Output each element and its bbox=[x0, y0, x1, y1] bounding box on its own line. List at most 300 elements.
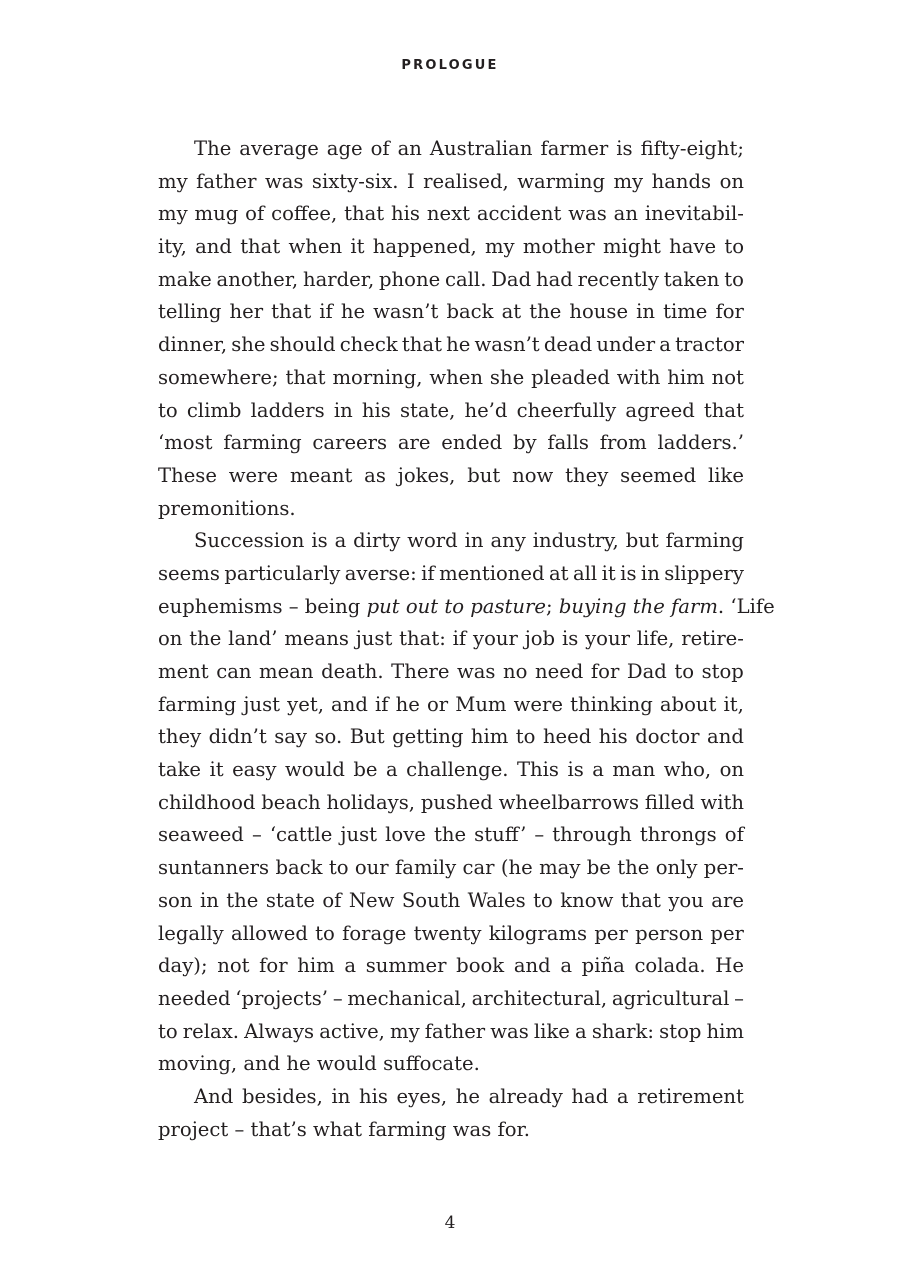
word: but bbox=[625, 529, 659, 553]
word: he bbox=[340, 300, 366, 324]
word: age bbox=[326, 137, 363, 160]
word: was bbox=[568, 202, 607, 226]
word: beach bbox=[261, 790, 321, 814]
word: are bbox=[397, 431, 431, 455]
word: inevitabil- bbox=[644, 202, 744, 226]
word: fifty-eight; bbox=[640, 137, 744, 160]
word: that bbox=[703, 398, 744, 422]
word: word bbox=[407, 529, 458, 553]
word: in bbox=[464, 529, 484, 553]
text-line bbox=[158, 329, 744, 362]
word: son bbox=[158, 888, 193, 912]
word: my bbox=[158, 169, 188, 193]
word: that bbox=[401, 333, 442, 357]
word: about bbox=[659, 692, 717, 716]
word: thinking bbox=[570, 692, 653, 716]
word: she bbox=[489, 365, 525, 389]
word: that bbox=[271, 300, 312, 324]
word: to bbox=[724, 235, 744, 259]
word: him bbox=[667, 365, 705, 389]
body-text bbox=[158, 133, 775, 1146]
text-line: premonitions. bbox=[158, 496, 296, 520]
word: I bbox=[406, 169, 415, 193]
word: for bbox=[259, 954, 288, 978]
word: eyes, bbox=[396, 1084, 448, 1108]
word: to bbox=[315, 921, 335, 945]
word: per- bbox=[703, 856, 744, 880]
word: it bbox=[209, 758, 224, 782]
word: heed bbox=[542, 725, 592, 749]
word: to bbox=[674, 660, 695, 683]
word: with bbox=[700, 790, 744, 814]
word: taken bbox=[663, 267, 720, 291]
word: allowed bbox=[230, 921, 308, 945]
word: in bbox=[199, 888, 219, 912]
word: that bbox=[285, 365, 326, 389]
word: that bbox=[344, 202, 385, 226]
text-span: . ‘Life bbox=[717, 594, 775, 618]
text-line bbox=[158, 198, 744, 231]
word: that bbox=[240, 235, 281, 259]
word: harder, bbox=[302, 267, 375, 291]
word: say bbox=[274, 725, 307, 749]
word: with bbox=[616, 365, 661, 389]
word: careers bbox=[312, 431, 388, 455]
text-line bbox=[158, 460, 744, 493]
word: any bbox=[490, 529, 526, 553]
word: it, bbox=[723, 692, 744, 716]
word: These bbox=[158, 463, 217, 487]
word: next bbox=[426, 202, 470, 226]
text-line: project – that’s what farming was for. bbox=[158, 1117, 530, 1141]
word: he’d bbox=[464, 398, 508, 422]
word: his bbox=[598, 725, 628, 749]
word: is bbox=[561, 627, 579, 651]
word: and bbox=[331, 692, 368, 716]
text-line bbox=[158, 362, 744, 395]
word: farming bbox=[158, 692, 237, 716]
word: should bbox=[269, 333, 336, 357]
word: that bbox=[620, 888, 661, 912]
word: life, bbox=[636, 627, 675, 651]
word: a bbox=[334, 529, 347, 553]
text-line bbox=[158, 689, 744, 722]
word: legally bbox=[158, 921, 224, 945]
word: might bbox=[602, 235, 661, 259]
word: was bbox=[456, 660, 496, 683]
word: need bbox=[535, 660, 584, 683]
text-line bbox=[158, 1016, 744, 1049]
word: jokes, bbox=[397, 463, 456, 487]
word: for bbox=[715, 300, 744, 324]
word: of bbox=[322, 888, 342, 912]
word: if bbox=[319, 300, 333, 324]
word: him bbox=[470, 725, 509, 749]
text-line: moving, and he would suffocate. bbox=[158, 1052, 480, 1076]
word: in bbox=[331, 1084, 351, 1108]
word: architectural, bbox=[471, 986, 608, 1010]
text-line bbox=[158, 754, 744, 787]
word: but bbox=[467, 463, 501, 487]
word: Dad bbox=[491, 267, 532, 291]
word: not bbox=[711, 365, 744, 389]
text-line bbox=[158, 427, 744, 460]
word: particularly bbox=[224, 561, 341, 585]
word: and bbox=[707, 725, 744, 749]
word: take bbox=[158, 758, 202, 782]
word: you bbox=[668, 888, 704, 912]
word: all bbox=[572, 561, 598, 585]
word: retire- bbox=[681, 627, 744, 651]
word: day); bbox=[158, 954, 208, 978]
word: of bbox=[724, 823, 744, 847]
word: Wales bbox=[467, 888, 526, 912]
text-span: euphemisms – being bbox=[158, 594, 367, 618]
word: her bbox=[229, 300, 264, 324]
word: it bbox=[601, 561, 616, 585]
word: realised, bbox=[423, 169, 509, 193]
word: on bbox=[719, 758, 744, 782]
word: as bbox=[364, 463, 386, 487]
word: his bbox=[391, 202, 420, 226]
word: only bbox=[655, 856, 698, 880]
word: a bbox=[344, 954, 357, 978]
word: now bbox=[512, 463, 554, 487]
text-line bbox=[158, 558, 744, 591]
word: just bbox=[340, 823, 378, 847]
word: a bbox=[385, 758, 398, 782]
text-line bbox=[158, 852, 744, 885]
word: New bbox=[348, 888, 395, 912]
word: of bbox=[370, 137, 390, 160]
word: they bbox=[158, 725, 202, 749]
word: she bbox=[231, 333, 266, 357]
word: – bbox=[734, 986, 744, 1010]
word: doctor bbox=[635, 725, 700, 749]
text-line bbox=[158, 231, 744, 264]
word: And bbox=[194, 1084, 234, 1108]
running-head: PROLOGUE bbox=[401, 58, 499, 73]
word: in bbox=[636, 300, 656, 324]
text-line bbox=[158, 623, 744, 656]
text-line bbox=[158, 525, 744, 558]
word: he bbox=[446, 333, 471, 357]
word: needed bbox=[158, 986, 231, 1010]
word: per bbox=[594, 921, 628, 945]
word: stop bbox=[659, 1019, 702, 1043]
word: death. bbox=[321, 660, 384, 683]
word: South bbox=[401, 888, 461, 912]
word: an bbox=[397, 137, 422, 160]
word: meant bbox=[289, 463, 353, 487]
word: my bbox=[158, 202, 188, 226]
text-line bbox=[158, 1081, 744, 1114]
word: family bbox=[395, 856, 457, 880]
word: dinner, bbox=[158, 333, 228, 357]
word: slippery bbox=[664, 561, 744, 585]
text-line bbox=[158, 983, 744, 1016]
word: telling bbox=[158, 300, 222, 324]
word: my bbox=[484, 235, 515, 259]
word: if bbox=[375, 692, 389, 716]
word: wheelbarrows bbox=[498, 790, 640, 814]
word: a bbox=[560, 954, 573, 978]
word: my bbox=[613, 169, 644, 193]
word: by bbox=[512, 431, 537, 455]
word: didn’t bbox=[208, 725, 267, 749]
word: ladders.’ bbox=[657, 431, 744, 455]
word: ended bbox=[441, 431, 503, 455]
word: may bbox=[539, 856, 581, 880]
word: seaweed bbox=[158, 823, 244, 847]
word: ity, bbox=[158, 235, 187, 259]
word: There bbox=[391, 660, 450, 683]
word: – bbox=[251, 823, 262, 847]
word: summer bbox=[365, 954, 447, 978]
word: ment bbox=[158, 660, 209, 683]
word: ‘cattle bbox=[269, 823, 333, 847]
word: make bbox=[158, 267, 212, 291]
word: stop bbox=[701, 660, 744, 683]
word: This bbox=[516, 758, 559, 782]
word: so. bbox=[314, 725, 343, 749]
word: averse: bbox=[344, 561, 417, 585]
word: your bbox=[473, 627, 518, 651]
word: back bbox=[446, 300, 494, 324]
word: or bbox=[426, 692, 449, 716]
word: have bbox=[669, 235, 717, 259]
word: a bbox=[592, 758, 604, 782]
word: mother bbox=[522, 235, 595, 259]
word: wasn’t bbox=[373, 300, 439, 324]
word: under bbox=[596, 333, 656, 357]
word: man bbox=[612, 758, 656, 782]
word: stuff’ bbox=[474, 823, 527, 847]
word: childhood bbox=[158, 790, 256, 814]
word: The bbox=[194, 137, 232, 160]
text-line bbox=[158, 819, 744, 852]
word: morning, bbox=[332, 365, 423, 389]
text-line bbox=[158, 264, 744, 297]
word: were bbox=[513, 692, 563, 716]
text-line bbox=[158, 656, 744, 689]
word: car bbox=[462, 856, 495, 880]
word: be bbox=[353, 758, 378, 782]
word: means bbox=[284, 627, 349, 651]
word: farming bbox=[223, 431, 302, 455]
word: just bbox=[243, 692, 281, 716]
word: the bbox=[226, 888, 259, 912]
word: his bbox=[361, 398, 391, 422]
word: your bbox=[585, 627, 630, 651]
word: had bbox=[571, 1084, 609, 1108]
word: ‘projects’ bbox=[235, 986, 329, 1010]
word: was bbox=[490, 1019, 529, 1043]
word: for bbox=[590, 660, 620, 683]
word: he bbox=[455, 1084, 480, 1108]
word: – bbox=[332, 986, 343, 1010]
word: state, bbox=[400, 398, 456, 422]
word: yet, bbox=[287, 692, 324, 716]
word: coffee, bbox=[271, 202, 338, 226]
word: person bbox=[635, 921, 704, 945]
word: is bbox=[311, 529, 328, 553]
word: the bbox=[189, 627, 222, 651]
word: on bbox=[158, 627, 183, 651]
word: Australian bbox=[429, 137, 533, 160]
word: forage bbox=[342, 921, 407, 945]
word: dirty bbox=[353, 529, 401, 553]
word: farming bbox=[665, 529, 744, 553]
word: But bbox=[349, 725, 385, 749]
word: – bbox=[534, 823, 545, 847]
word: industry, bbox=[532, 529, 619, 553]
word: and bbox=[513, 954, 551, 978]
word: love bbox=[385, 823, 426, 847]
word: no bbox=[503, 660, 528, 683]
word: that: bbox=[399, 627, 446, 651]
word: ‘most bbox=[158, 431, 213, 455]
word: to bbox=[158, 1019, 178, 1043]
word: he bbox=[395, 692, 420, 716]
word: the bbox=[529, 300, 562, 324]
word: cheerfully bbox=[516, 398, 617, 422]
word: agreed bbox=[625, 398, 695, 422]
word: job bbox=[524, 627, 556, 651]
word: farmer bbox=[540, 137, 609, 160]
text-line bbox=[158, 296, 744, 329]
word: easy bbox=[232, 758, 277, 782]
word: mechanical, bbox=[347, 986, 467, 1010]
word: in bbox=[640, 561, 660, 585]
word: is bbox=[616, 137, 633, 160]
word: like bbox=[533, 1019, 570, 1043]
word: from bbox=[599, 431, 647, 455]
word: colada. bbox=[634, 954, 706, 978]
word: they bbox=[565, 463, 609, 487]
word: wasn’t bbox=[474, 333, 540, 357]
word: him bbox=[297, 954, 335, 978]
word: falls bbox=[547, 431, 589, 455]
word: book bbox=[456, 954, 505, 978]
word: an bbox=[613, 202, 638, 226]
text-line bbox=[158, 395, 744, 428]
word: be bbox=[586, 856, 611, 880]
word: average bbox=[239, 137, 319, 160]
text-line bbox=[158, 950, 744, 983]
word: had bbox=[535, 267, 573, 291]
word: to bbox=[158, 398, 178, 422]
word: him bbox=[706, 1019, 744, 1043]
word: know bbox=[560, 888, 614, 912]
word: is bbox=[620, 561, 637, 585]
text-line bbox=[158, 721, 744, 754]
word: shark: bbox=[591, 1019, 655, 1043]
word: challenge. bbox=[406, 758, 509, 782]
word: father bbox=[196, 169, 257, 193]
page-number: 4 bbox=[444, 1213, 456, 1233]
word: are bbox=[711, 888, 744, 912]
word: to bbox=[724, 267, 744, 291]
word: is bbox=[567, 758, 584, 782]
text-line bbox=[158, 885, 744, 918]
word: dead bbox=[543, 333, 593, 357]
word: twenty bbox=[413, 921, 482, 945]
word: if bbox=[421, 561, 435, 585]
word: to bbox=[515, 725, 536, 749]
word: already bbox=[488, 1084, 563, 1108]
word: pleaded bbox=[531, 365, 610, 389]
word: a bbox=[659, 333, 671, 357]
word: when bbox=[429, 365, 483, 389]
word: kilograms bbox=[488, 921, 588, 945]
word: filled bbox=[644, 790, 695, 814]
word: climb bbox=[186, 398, 242, 422]
word: mean bbox=[259, 660, 314, 683]
word: and bbox=[195, 235, 232, 259]
word: active, bbox=[319, 1019, 385, 1043]
word: call. bbox=[445, 267, 487, 291]
word: Dad bbox=[626, 660, 667, 683]
word: agricultural bbox=[611, 986, 730, 1010]
word: was bbox=[264, 169, 304, 193]
word: besides, bbox=[241, 1084, 323, 1108]
word: throngs bbox=[639, 823, 717, 847]
word: check bbox=[339, 333, 398, 357]
word: seems bbox=[158, 561, 220, 585]
word: getting bbox=[392, 725, 464, 749]
word: tractor bbox=[675, 333, 744, 357]
word: mug bbox=[194, 202, 239, 226]
word: father bbox=[424, 1019, 486, 1043]
word: another, bbox=[216, 267, 299, 291]
word: not bbox=[217, 954, 250, 978]
italic-phrase: buying the farm bbox=[558, 594, 718, 618]
word: when bbox=[288, 235, 343, 259]
word: Always bbox=[244, 1019, 315, 1043]
word: mentioned bbox=[439, 561, 545, 585]
word: would bbox=[284, 758, 345, 782]
word: ladders bbox=[250, 398, 325, 422]
word: Succession bbox=[194, 529, 305, 553]
word: who, bbox=[663, 758, 712, 782]
word: it bbox=[350, 235, 365, 259]
word: He bbox=[715, 954, 744, 978]
word: hands bbox=[651, 169, 712, 193]
word: the bbox=[433, 823, 467, 847]
italic-phrase: put out to pasture bbox=[366, 594, 546, 618]
text-line bbox=[158, 133, 744, 166]
word: can bbox=[216, 660, 252, 683]
word: time bbox=[663, 300, 708, 324]
word: house bbox=[569, 300, 629, 324]
word: back bbox=[275, 856, 323, 880]
word: the bbox=[617, 856, 650, 880]
text-line bbox=[158, 166, 744, 199]
word: to bbox=[533, 888, 553, 912]
word: pushed bbox=[420, 790, 493, 814]
word: Mum bbox=[455, 692, 507, 716]
word: like bbox=[707, 463, 744, 487]
word: if bbox=[452, 627, 467, 651]
word: holidays, bbox=[326, 790, 416, 814]
text-span: ; bbox=[545, 594, 559, 618]
word: a bbox=[616, 1084, 629, 1108]
word: phone bbox=[379, 267, 441, 291]
word: recently bbox=[577, 267, 659, 291]
word: seemed bbox=[620, 463, 697, 487]
word: piña bbox=[581, 954, 625, 978]
